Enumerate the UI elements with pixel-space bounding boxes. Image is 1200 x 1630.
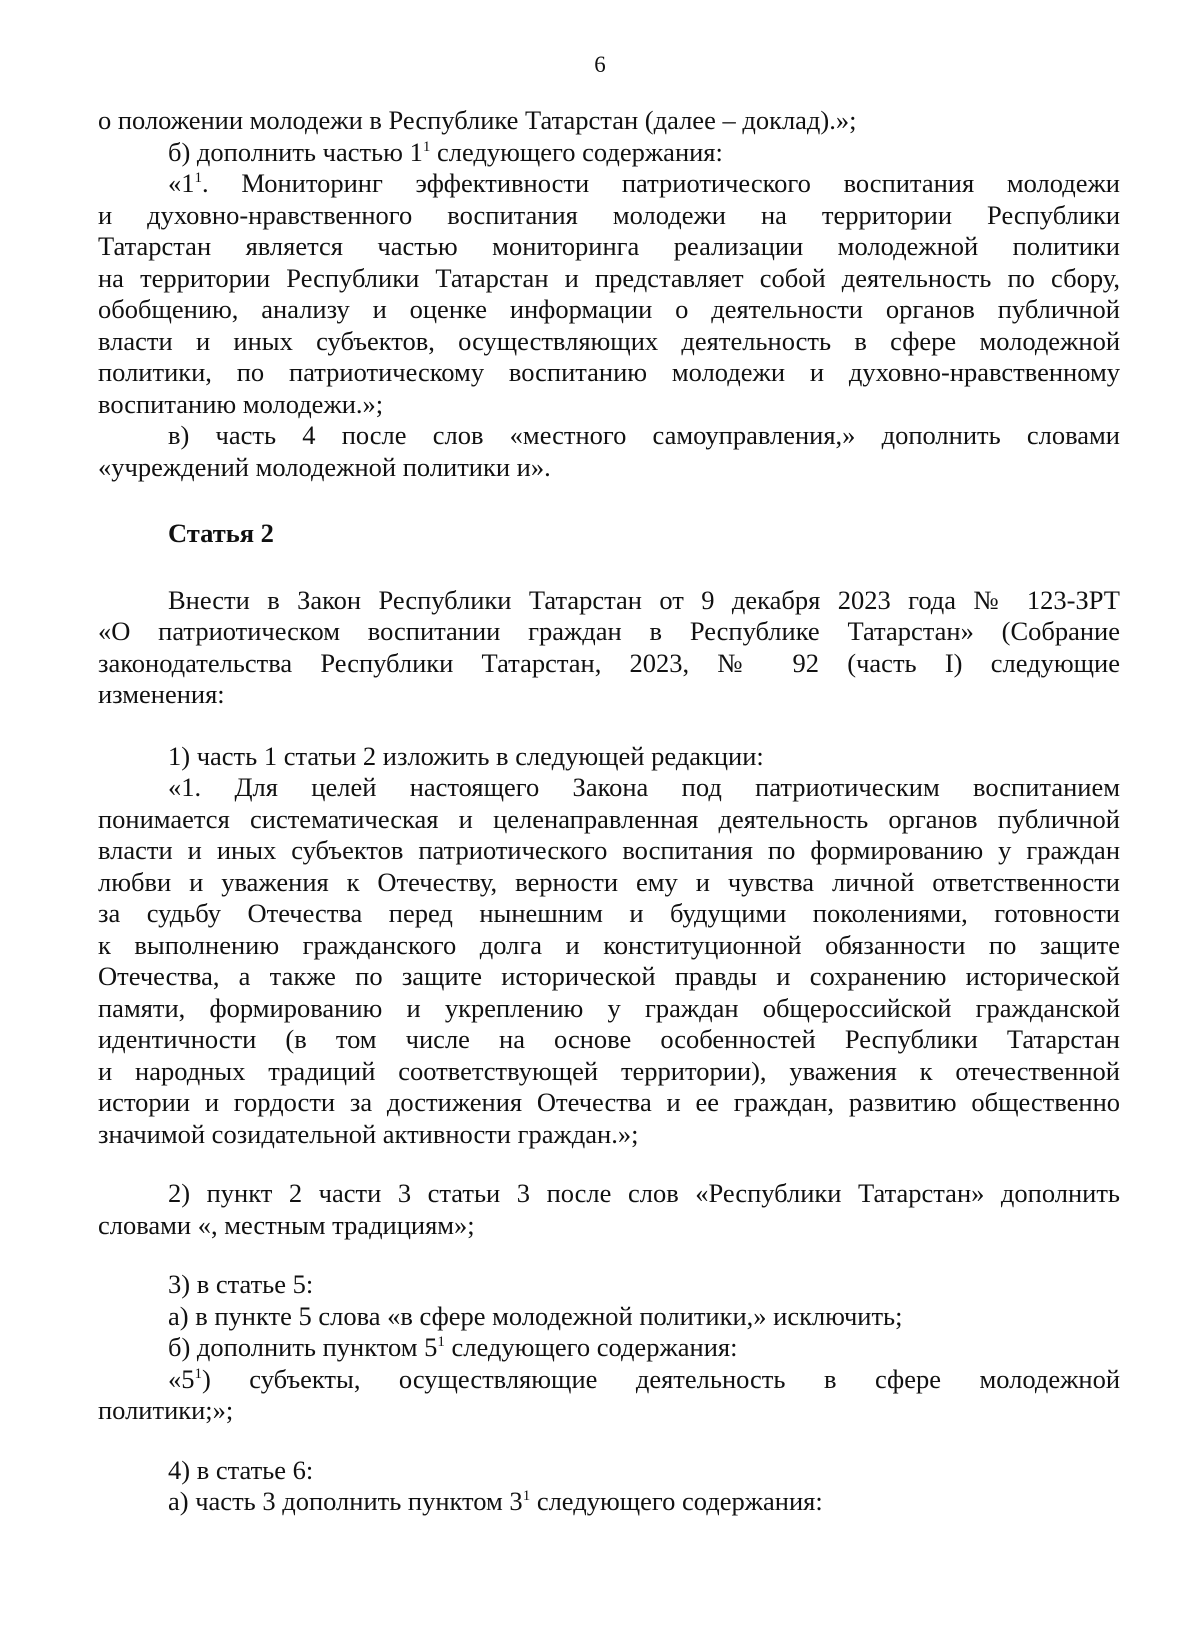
spacer <box>98 711 1120 741</box>
text-line: 3) в статье 5: <box>168 1269 314 1299</box>
text-line: к выполнению гражданского долга и конституционной обязанности по защите <box>98 929 1120 960</box>
text-line: власти и иных субъектов, осуществляющих деятельность в сфере молодежной <box>98 325 1120 356</box>
spacer <box>98 1150 1120 1178</box>
text-line: «1. Для целей настоящего Закона под патриотическим воспитанием <box>168 772 1120 802</box>
text-line: значимой созидательной активности граждан.»; <box>98 1118 639 1149</box>
text-line: политики;»; <box>98 1395 234 1425</box>
text-line: памяти, формированию и укреплению у граждан общероссийской гражданской <box>98 992 1120 1023</box>
text-line: истории и гордости за достижения Отечества и ее граждан, развитию общественно <box>98 1087 1120 1117</box>
paragraph-supplement-part: б) дополнить частью $1^1$ следующего содержания: <box>168 136 723 167</box>
text-line: и духовно-нравственного воспитания молодежи на территории Республики <box>98 199 1120 230</box>
text-line: 2) пункт 2 части 3 статьи 3 после слов «Республики Татарстан» дополнить <box>168 1178 1120 1208</box>
text-line: «О патриотическом воспитании граждан в Республике Татарстан» (Собрание <box>98 616 1120 646</box>
text-line: обобщению, анализу и оценке информации о деятельности органов публичной <box>98 294 1120 324</box>
spacer <box>98 483 1120 518</box>
text-line: и народных традиций соответствующей территории), уважения к отечественной <box>98 1055 1120 1086</box>
text-line: любви и уважения к Отечеству, верности ему и чувства личной ответственности <box>98 866 1120 897</box>
text-line: власти и иных субъектов патриотического воспитания по формированию у граждан <box>98 835 1120 865</box>
text-line: 4) в статье 6: <box>168 1454 314 1485</box>
text-line: Отечества, а также по защите исторической правды и сохранению исторической <box>98 961 1120 991</box>
text-line: а) в пункте 5 слова «в сфере молодежной политики,» исключить; <box>168 1300 903 1331</box>
spacer <box>98 1427 1120 1455</box>
text-line: изменения: <box>98 679 225 709</box>
text-line: идентичности (в том числе на основе особенностей Республики Татарстан <box>98 1024 1120 1054</box>
text-line: в) часть 4 после слов «местного самоуправления,» дополнить словами <box>168 420 1120 450</box>
paragraph-supplement-point: б) дополнить пунктом $5^1$ следующего содержания: <box>168 1332 738 1362</box>
paragraph-supplement-point-3: а) часть 3 дополнить пунктом $3^1$ следующего содержания: <box>168 1486 823 1516</box>
spacer <box>98 550 1120 585</box>
paragraph-subjects-first-line: «$5^1$) субъекты, осуществляющие деятельность в сфере молодежной <box>168 1363 1120 1394</box>
text-line: «учреждений молодежной политики и». <box>98 451 551 482</box>
text-line: воспитанию молодежи.»; <box>98 388 384 419</box>
spacer <box>98 1241 1120 1269</box>
text-line: 1) часть 1 статьи 2 изложить в следующей редакции: <box>168 740 764 771</box>
text-line: понимается систематическая и целенаправленная деятельность органов публичной <box>98 803 1120 834</box>
page-number: 6 <box>594 52 606 77</box>
text-line: о положении молодежи в Республике Татарстан (далее – доклад).»; <box>98 105 857 135</box>
paragraph-monitoring-first-line: «$1^1$. Мониторинг эффективности патриотического воспитания молодежи <box>168 168 1120 198</box>
text-line: на территории Республики Татарстан и представляет собой деятельность по сбору, <box>98 262 1120 293</box>
article-heading: Статья 2 <box>168 518 274 548</box>
text-line: Внести в Закон Республики Татарстан от 9 декабря 2023 года № 123-ЗРТ <box>168 584 1120 615</box>
text-line: Татарстан является частью мониторинга реализации молодежной политики <box>98 231 1120 261</box>
text-line: законодательства Республики Татарстан, 2023, № 92 (часть I) следующие <box>98 647 1120 678</box>
document-body <box>98 105 1120 1518</box>
text-line: словами «, местным традициям»; <box>98 1209 475 1240</box>
text-line: за судьбу Отечества перед нынешним и будущими поколениями, готовности <box>98 898 1120 928</box>
text-line: политики, по патриотическому воспитанию молодежи и духовно-нравственному <box>98 357 1120 387</box>
